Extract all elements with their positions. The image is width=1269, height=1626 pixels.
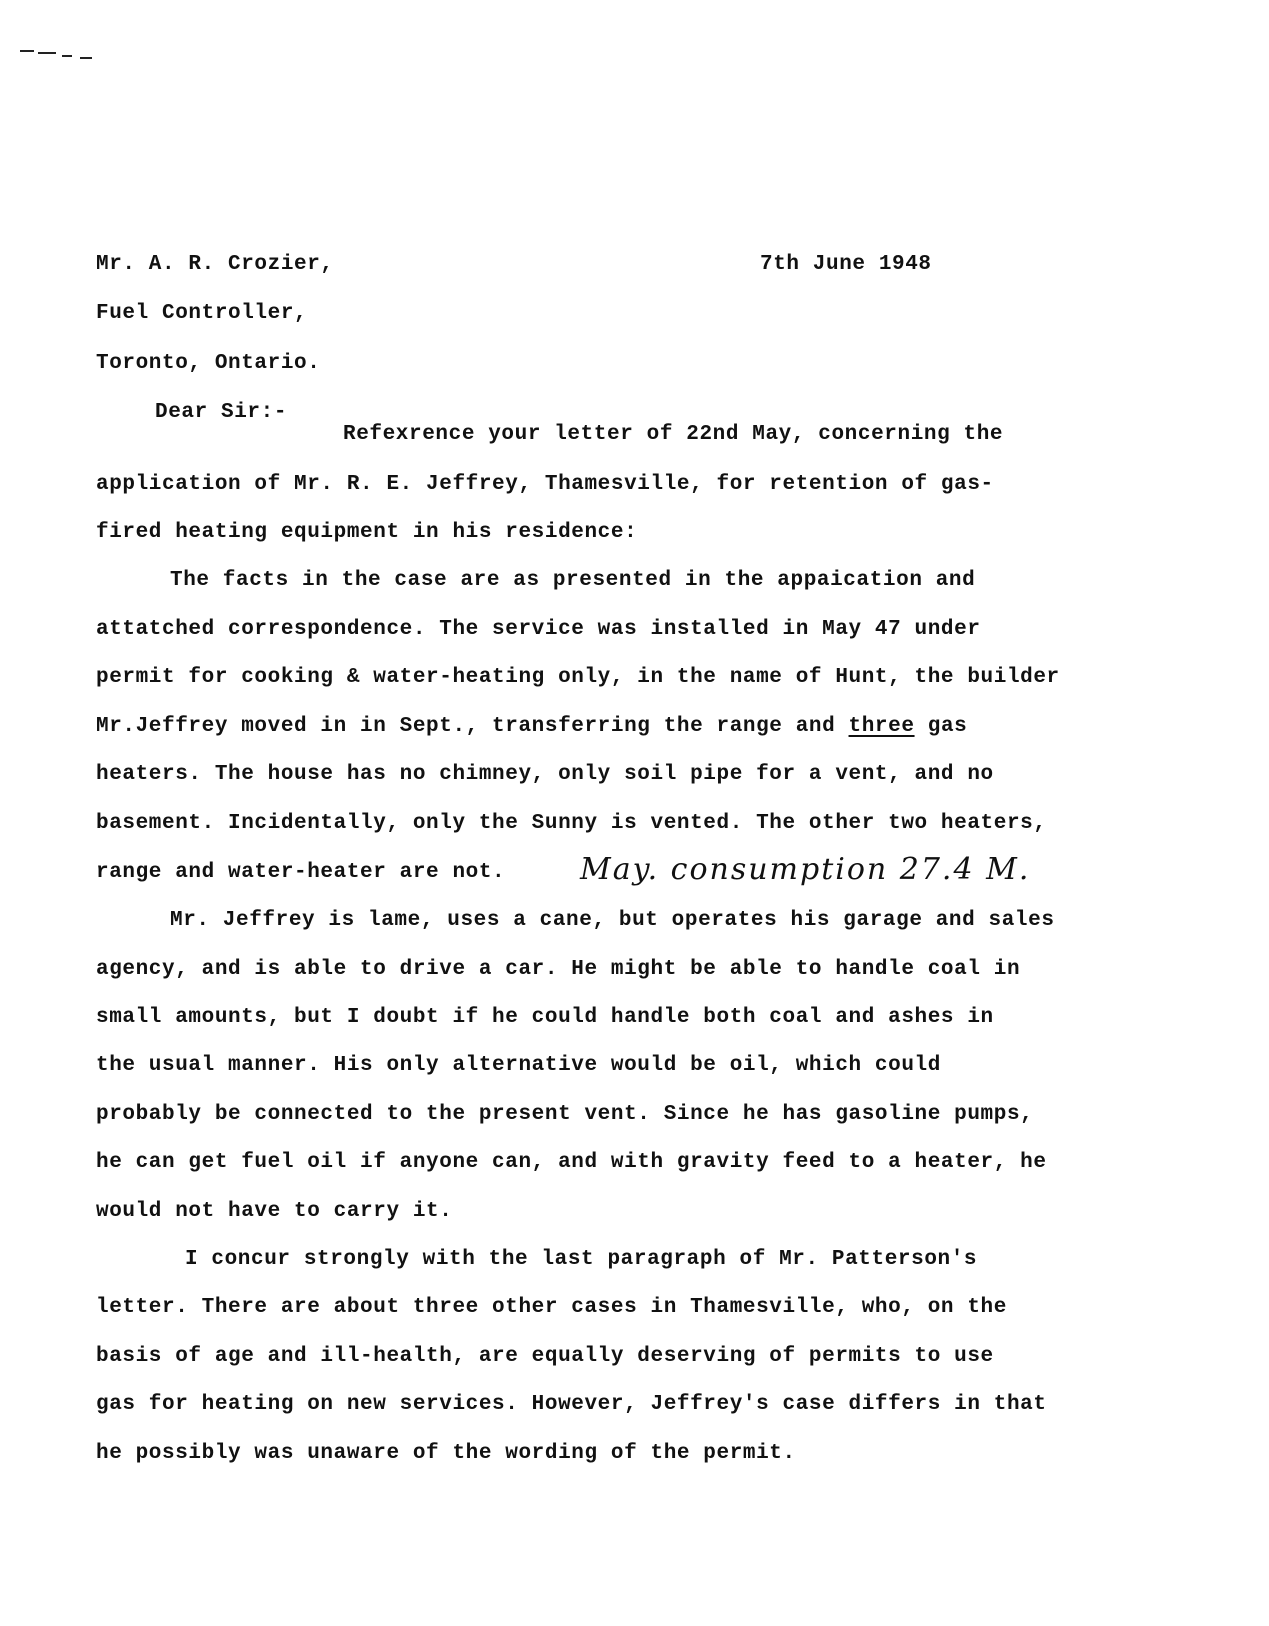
stray-mark [38, 52, 56, 54]
body-line: fired heating equipment in his residence: [96, 521, 638, 544]
body-line: heaters. The house has no chimney, only soil pipe for a vent, and no [96, 763, 994, 786]
underlined-word: three [848, 715, 915, 738]
body-text: gas [914, 715, 968, 738]
body-line: basement. Incidentally, only the Sunny is vented. The other two heaters, [96, 812, 1047, 835]
body-line: basis of age and ill-health, are equally deserving of permits to use [96, 1345, 994, 1368]
body-line: agency, and is able to drive a car. He might be able to handle coal in [96, 958, 1021, 981]
recipient-location: Toronto, Ontario. [96, 352, 321, 375]
body-line: the usual manner. His only alternative would be oil, which could [96, 1054, 941, 1077]
body-line: The facts in the case are as presented in the appaication and [170, 569, 976, 592]
body-text: Mr.Jeffrey moved in in Sept., transferring the range and [96, 715, 849, 738]
body-line: I concur strongly with the last paragraph of Mr. Patterson's [185, 1248, 978, 1271]
stray-mark [20, 50, 34, 52]
body-line: letter. There are about three other cases in Thamesville, who, on the [96, 1296, 1007, 1319]
body-line [96, 714, 967, 740]
stray-mark [80, 57, 92, 59]
body-line: Refexrence your letter of 22nd May, concerning the [343, 423, 1004, 446]
recipient-title: Fuel Controller, [96, 302, 308, 325]
recipient-name: Mr. A. R. Crozier, [96, 253, 334, 276]
letter-date: 7th June 1948 [760, 253, 932, 276]
body-line: would not have to carry it. [96, 1200, 453, 1223]
body-line: probably be connected to the present vent. Since he has gasoline pumps, [96, 1103, 1034, 1126]
body-line: small amounts, but I doubt if he could handle both coal and ashes in [96, 1006, 994, 1029]
body-line: gas for heating on new services. However, Jeffrey's case differs in that [96, 1393, 1047, 1416]
handwritten-note: May. consumption 27.4 M. [580, 852, 1031, 887]
body-line: attatched correspondence. The service was installed in May 47 under [96, 618, 981, 641]
stray-mark [62, 55, 72, 57]
body-line: range and water-heater are not. [96, 861, 506, 884]
body-line: Mr. Jeffrey is lame, uses a cane, but operates his garage and sales [170, 909, 1055, 932]
body-line: permit for cooking & water-heating only, in the name of Hunt, the builder [96, 666, 1060, 689]
body-line: he can get fuel oil if anyone can, and with gravity feed to a heater, he [96, 1151, 1047, 1174]
body-line: application of Mr. R. E. Jeffrey, Thamesville, for retention of gas- [96, 473, 994, 496]
body-line: he possibly was unaware of the wording of the permit. [96, 1442, 796, 1465]
salutation: Dear Sir:- [155, 401, 288, 424]
